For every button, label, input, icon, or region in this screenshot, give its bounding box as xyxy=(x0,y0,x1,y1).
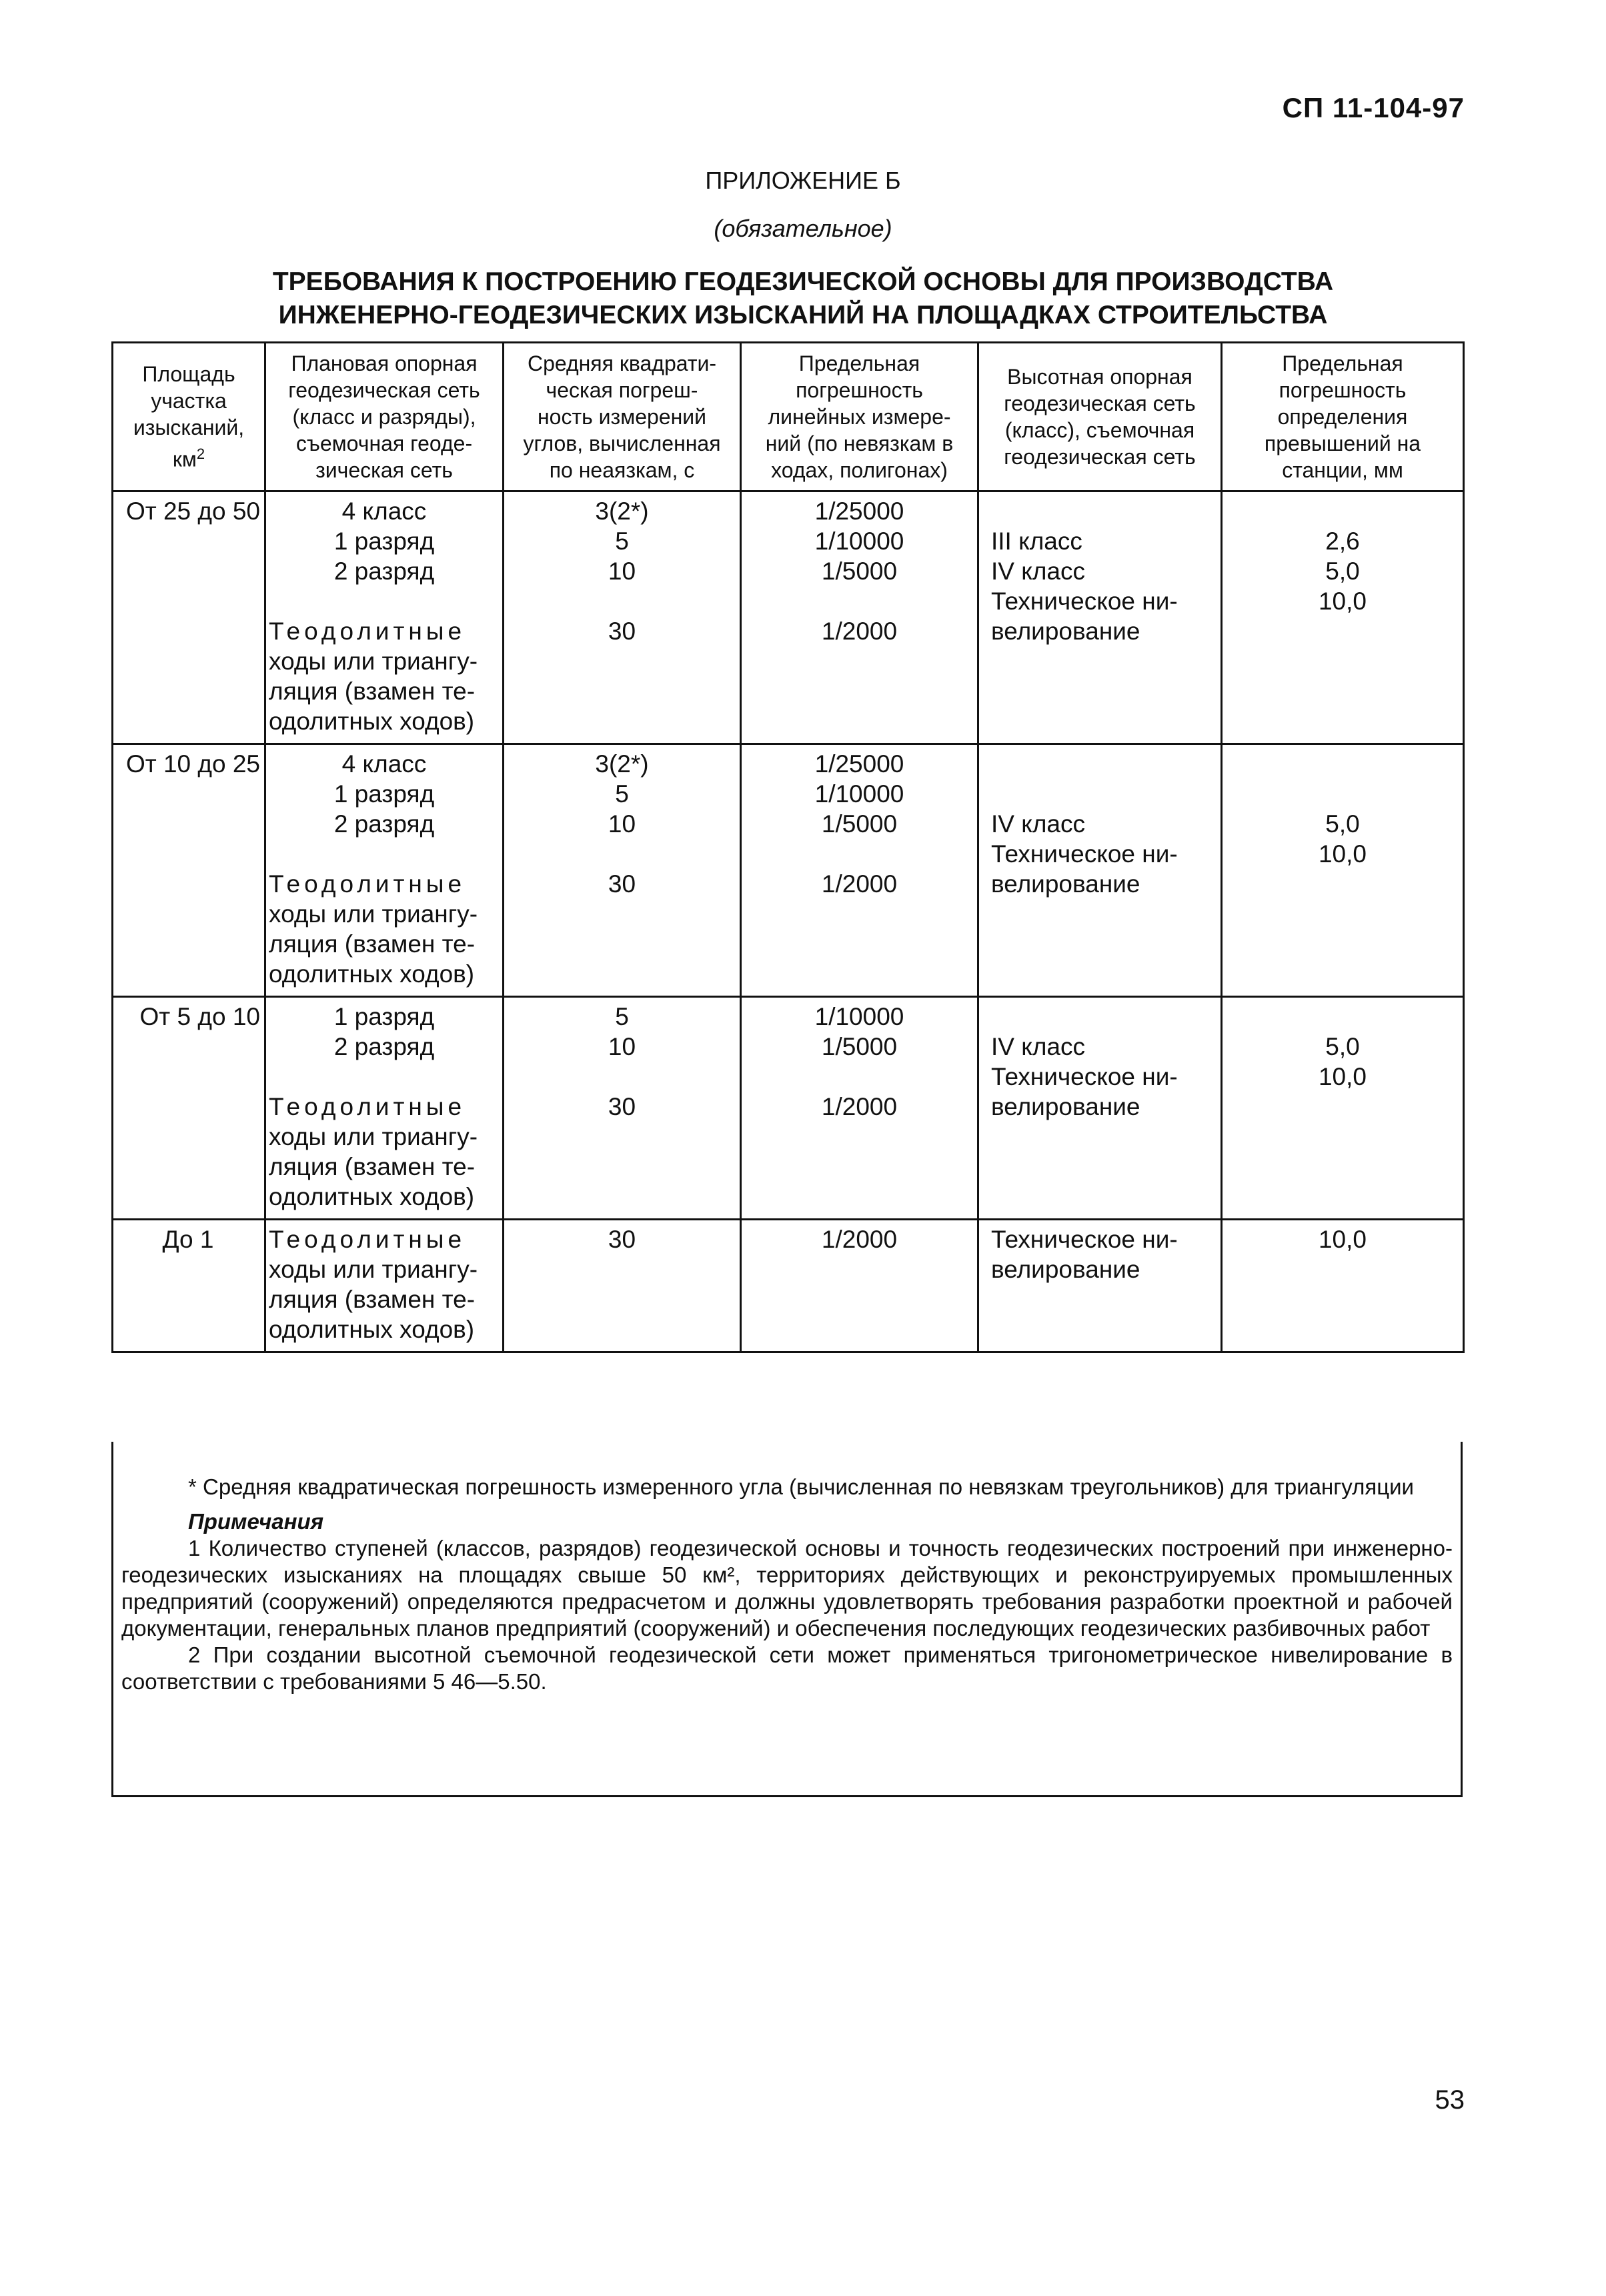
column-header-line: ходах, полигонах) xyxy=(771,458,948,482)
column-header-line: геодезическая сеть xyxy=(1004,445,1196,469)
network-value: ходы или триангу- xyxy=(269,1256,478,1283)
angle-error-value: 5 xyxy=(615,780,629,808)
column-header-line: ний (по невязкам в xyxy=(765,431,954,455)
blank-line xyxy=(744,839,974,869)
column-header-line: участка xyxy=(151,389,227,413)
height-network-value: велирование xyxy=(991,1256,1140,1283)
network-value: ляция (взамен те- xyxy=(269,1286,476,1313)
linear-error-value: 1/2000 xyxy=(821,618,898,645)
blank-line xyxy=(744,1062,974,1092)
footnote: * Средняя квадратическая погрешность измеренного угла (вычисленная по невязкам треугольников) для триангуляции xyxy=(188,1474,1414,1499)
angle-error-value: 5 xyxy=(615,527,629,555)
column-header-height-network xyxy=(978,343,1222,491)
excess-error-value: 5,0 xyxy=(1325,810,1360,838)
area-cell xyxy=(113,997,265,1220)
height-network-value: Техническое ни- xyxy=(991,1063,1178,1090)
linear-error-cell xyxy=(741,491,978,744)
network-value: одолитных ходов) xyxy=(269,1183,475,1210)
blank-line xyxy=(269,1062,500,1092)
document-code: СП 11-104-97 xyxy=(1282,92,1465,123)
angle-error-value: 3(2*) xyxy=(595,497,649,525)
network-value: Теодолитные xyxy=(269,1093,466,1120)
column-header-line: Средняя квадрати- xyxy=(527,351,717,375)
network-value: ходы или триангу- xyxy=(269,900,478,928)
table-row xyxy=(113,997,1464,1220)
blank-line xyxy=(269,586,500,616)
height-network-value: велирование xyxy=(991,870,1140,898)
network-value: ляция (взамен те- xyxy=(269,930,476,958)
requirements-table xyxy=(111,341,1465,1353)
excess-error-value: 10,0 xyxy=(1318,588,1367,615)
column-header-line: зическая сеть xyxy=(315,458,453,482)
excess-error-value: 5,0 xyxy=(1325,1033,1360,1060)
column-header-line: съемочная геоде- xyxy=(295,431,473,455)
note-1: 1 Количество ступеней (классов, разрядов) геодезической основы и точность геодезических построений при инженерно-геодезических изысканиях на площадях свыше 50 км², территориях действующих и реконструируемых промышленных предприятий (сооружений) определяются предрасчетом и должны удовлетворять требования разработки проектной и рабочей документации, генеральных планов предприятий (сооружений) и обеспечения последующих геодезических разбивочных работ xyxy=(121,1536,1453,1640)
area-value: От 5 до 10 xyxy=(139,1003,260,1030)
excess-error-cell xyxy=(1222,744,1464,997)
network-value: 4 класс xyxy=(341,750,427,778)
angle-error-value: 30 xyxy=(608,870,636,898)
network-cell xyxy=(265,491,504,744)
network-value: ходы или триангу- xyxy=(269,648,478,675)
network-value: 1 разряд xyxy=(333,1003,435,1030)
network-value: ляция (взамен те- xyxy=(269,1153,476,1180)
appendix-label: ПРИЛОЖЕНИЕ Б xyxy=(705,167,901,194)
height-network-value: Техническое ни- xyxy=(991,840,1178,868)
height-network-cell xyxy=(978,744,1222,997)
blank-line xyxy=(991,749,1218,779)
column-header-angle-error xyxy=(504,343,741,491)
column-header-line: линейных измере- xyxy=(768,405,951,429)
angle-error-cell xyxy=(504,744,741,997)
angle-error-value: 10 xyxy=(608,810,636,838)
excess-error-value: 10,0 xyxy=(1318,840,1367,868)
network-value: одолитных ходов) xyxy=(269,960,475,988)
angle-error-value: 5 xyxy=(615,1003,629,1030)
height-network-value: III класс xyxy=(991,527,1082,555)
network-value: Теодолитные xyxy=(269,618,466,645)
network-value: 1 разряд xyxy=(333,780,435,808)
height-network-value: IV класс xyxy=(991,810,1086,838)
blank-line xyxy=(269,839,500,869)
blank-line xyxy=(507,839,737,869)
table-row xyxy=(113,491,1464,744)
column-header-line: ность измерений xyxy=(537,405,707,429)
linear-error-value: 1/5000 xyxy=(821,1033,898,1060)
network-value: одолитных ходов) xyxy=(269,708,475,735)
appendix-status: (обязательное) xyxy=(714,215,892,242)
blank-line xyxy=(1225,1002,1460,1032)
excess-error-value: 10,0 xyxy=(1318,1063,1367,1090)
column-header-line: превышений на xyxy=(1264,431,1421,455)
angle-error-value: 30 xyxy=(608,1093,636,1120)
height-network-cell xyxy=(978,491,1222,744)
linear-error-value: 1/5000 xyxy=(821,810,898,838)
angle-error-value: 10 xyxy=(608,1033,636,1060)
column-header-planned-network xyxy=(265,343,504,491)
column-header-line: изысканий, xyxy=(133,415,245,440)
angle-error-cell xyxy=(504,997,741,1220)
network-value: ходы или триангу- xyxy=(269,1123,478,1150)
blank-line xyxy=(991,1002,1218,1032)
linear-error-cell xyxy=(741,1220,978,1352)
height-network-value: Техническое ни- xyxy=(991,1226,1178,1253)
column-header-line: Предельная xyxy=(798,351,920,375)
network-value: 1 разряд xyxy=(333,527,435,555)
table-row xyxy=(113,744,1464,997)
angle-error-value: 30 xyxy=(608,1226,636,1253)
network-value: 4 класс xyxy=(341,497,427,525)
height-network-value: IV класс xyxy=(991,557,1086,585)
network-value: 2 разряд xyxy=(333,810,435,838)
blank-line xyxy=(1225,496,1460,526)
blank-line xyxy=(1225,779,1460,809)
linear-error-cell xyxy=(741,997,978,1220)
excess-error-value: 2,6 xyxy=(1325,527,1360,555)
notes-heading: Примечания xyxy=(188,1509,324,1534)
network-value: 2 разряд xyxy=(333,557,435,585)
linear-error-value: 1/10000 xyxy=(814,1003,904,1030)
linear-error-value: 1/25000 xyxy=(814,750,904,778)
linear-error-cell xyxy=(741,744,978,997)
excess-error-cell xyxy=(1222,491,1464,744)
blank-line xyxy=(991,779,1218,809)
network-cell xyxy=(265,1220,504,1352)
note-2: 2 При создании высотной съемочной геодезической сети может применяться тригонометрическое нивелирование в соответствии с требованиями 5 46—5.50. xyxy=(121,1642,1453,1694)
excess-error-cell xyxy=(1222,1220,1464,1352)
network-cell xyxy=(265,744,504,997)
network-value: Теодолитные xyxy=(269,870,466,898)
excess-error-value: 10,0 xyxy=(1318,1226,1367,1253)
angle-error-cell xyxy=(504,1220,741,1352)
angle-error-value: 3(2*) xyxy=(595,750,649,778)
column-header-line: (класс), съемочная xyxy=(1004,418,1195,442)
blank-line xyxy=(1225,749,1460,779)
column-header-line: станции, мм xyxy=(1282,458,1403,482)
column-header-line: Площадь xyxy=(142,362,235,387)
height-network-cell xyxy=(978,997,1222,1220)
table-header-row xyxy=(113,343,1464,491)
blank-line xyxy=(507,1062,737,1092)
network-value: 2 разряд xyxy=(333,1033,435,1060)
column-header-line: геодезическая сеть xyxy=(288,378,480,402)
blank-line xyxy=(744,586,974,616)
area-value: До 1 xyxy=(162,1226,214,1253)
notes-section xyxy=(111,1442,1463,1797)
blank-line xyxy=(507,586,737,616)
column-header-excess-error xyxy=(1222,343,1464,491)
linear-error-value: 1/2000 xyxy=(821,1226,898,1253)
column-header-line: Предельная xyxy=(1282,351,1403,375)
angle-error-cell xyxy=(504,491,741,744)
column-header-line: ческая погреш- xyxy=(546,378,698,402)
area-value: От 25 до 50 xyxy=(125,497,260,525)
network-value: ляция (взамен те- xyxy=(269,678,476,705)
height-network-cell xyxy=(978,1220,1222,1352)
column-header-line: погрешность xyxy=(1279,378,1407,402)
title-line-2: ИНЖЕНЕРНО-ГЕОДЕЗИЧЕСКИХ ИЗЫСКАНИЙ НА ПЛОЩАДКАХ СТРОИТЕЛЬСТВА xyxy=(278,301,1328,329)
network-cell xyxy=(265,997,504,1220)
table-row xyxy=(113,1220,1464,1352)
height-network-value: велирование xyxy=(991,1093,1140,1120)
area-cell xyxy=(113,744,265,997)
height-network-value: IV класс xyxy=(991,1033,1086,1060)
angle-error-value: 30 xyxy=(608,618,636,645)
column-header-line: погрешность xyxy=(796,378,923,402)
title-line-1: ТРЕБОВАНИЯ К ПОСТРОЕНИЮ ГЕОДЕЗИЧЕСКОЙ ОСНОВЫ ДЛЯ ПРОИЗВОДСТВА xyxy=(272,267,1334,296)
column-header-line: Плановая опорная xyxy=(291,351,478,375)
linear-error-value: 1/2000 xyxy=(821,1093,898,1120)
column-header-line: определения xyxy=(1277,405,1408,429)
linear-error-value: 1/10000 xyxy=(814,780,904,808)
column-header-line: углов, вычисленная xyxy=(523,431,721,455)
area-value: От 10 до 25 xyxy=(125,750,260,778)
network-value: Теодолитные xyxy=(269,1226,466,1253)
page-number: 53 xyxy=(1435,2085,1465,2115)
column-header-linear-error xyxy=(741,343,978,491)
area-cell xyxy=(113,491,265,744)
angle-error-value: 10 xyxy=(608,557,636,585)
column-header-line: геодезическая сеть xyxy=(1004,391,1196,415)
column-header-line: $км^2$ xyxy=(172,445,205,471)
column-header-line: (класс и разряды), xyxy=(292,405,476,429)
column-header-line: Высотная опорная xyxy=(1007,365,1192,389)
blank-line xyxy=(991,496,1218,526)
document-title xyxy=(0,265,1606,332)
network-value: одолитных ходов) xyxy=(269,1316,475,1343)
column-header-line: по неаязкам, с xyxy=(549,458,695,482)
linear-error-value: 1/5000 xyxy=(821,557,898,585)
area-cell xyxy=(113,1220,265,1352)
excess-error-value: 5,0 xyxy=(1325,557,1360,585)
excess-error-cell xyxy=(1222,997,1464,1220)
linear-error-value: 1/25000 xyxy=(814,497,904,525)
linear-error-value: 1/2000 xyxy=(821,870,898,898)
linear-error-value: 1/10000 xyxy=(814,527,904,555)
height-network-value: Техническое ни- xyxy=(991,588,1178,615)
column-header-area xyxy=(113,343,265,491)
height-network-value: велирование xyxy=(991,618,1140,645)
